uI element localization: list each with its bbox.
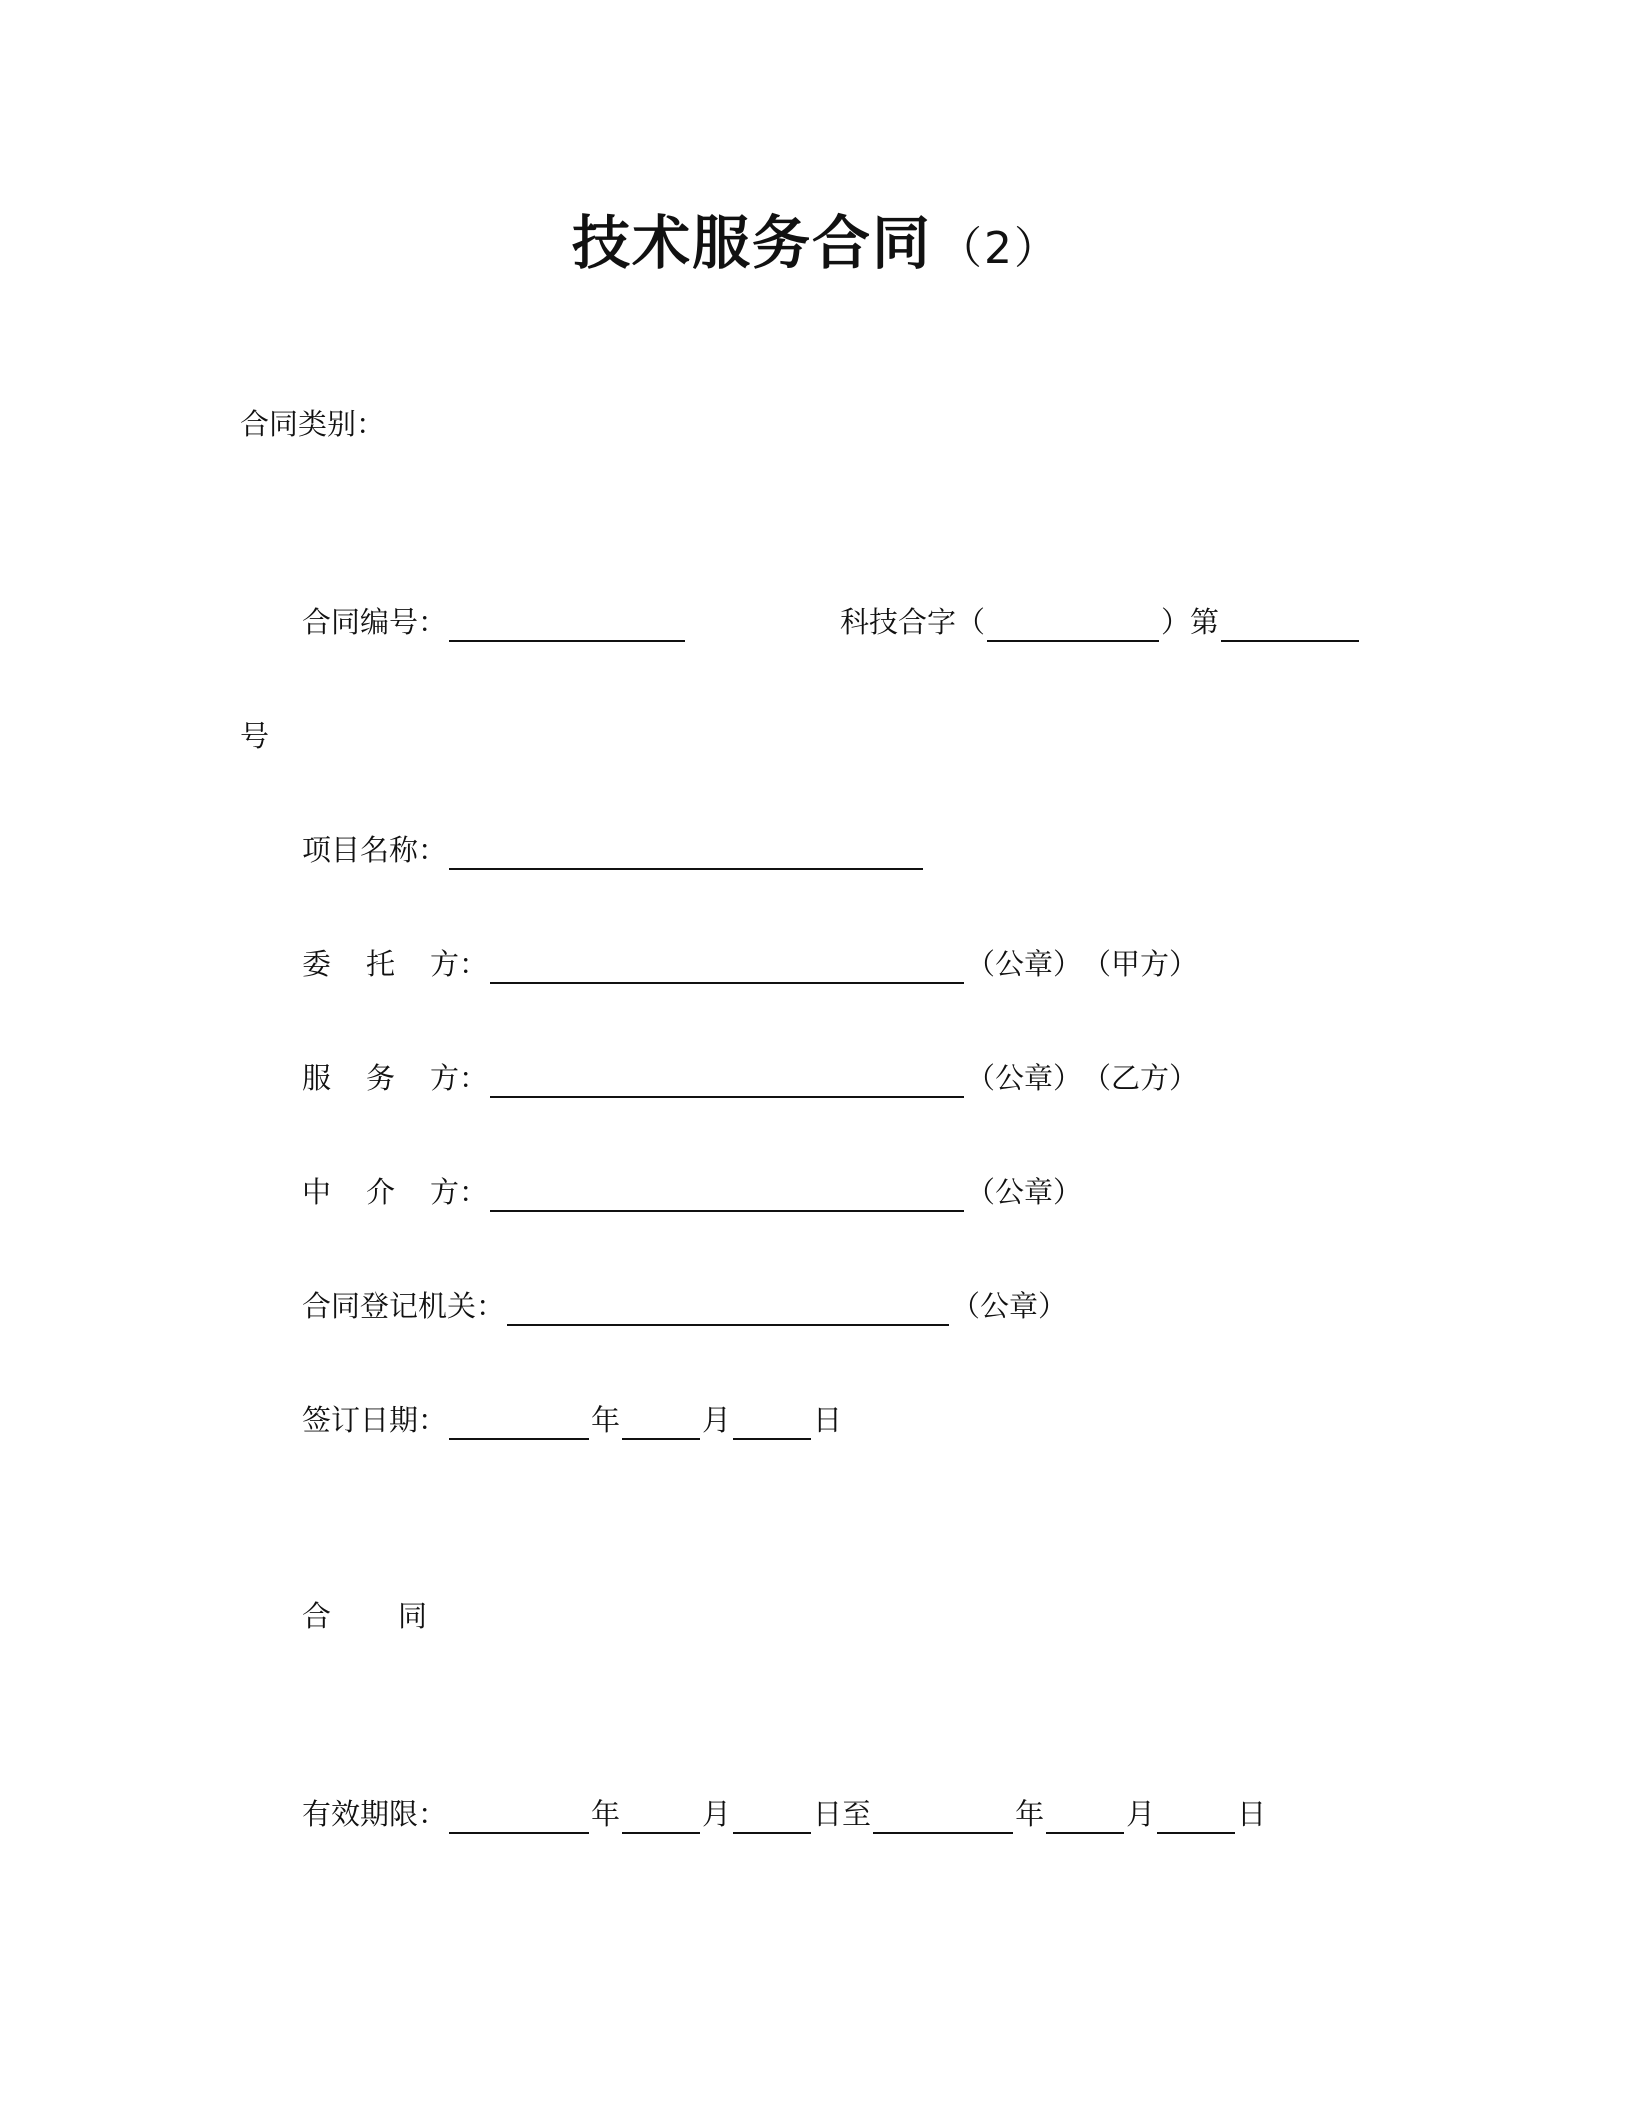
validity-to-text: 日至 <box>813 1797 872 1831</box>
contract-category-row <box>240 404 385 444</box>
validity-end-day-unit: 日 <box>1237 1797 1267 1831</box>
registration-seal: （公章） <box>951 1289 1068 1323</box>
intermediary-row <box>302 1172 1082 1212</box>
provider-label-c1: 服 <box>302 1061 332 1095</box>
validity-start-month-blank[interactable] <box>622 1796 700 1834</box>
project-name-row <box>302 830 925 870</box>
validity-start-day-blank[interactable] <box>733 1796 811 1834</box>
validity-end-month-unit: 月 <box>1126 1797 1156 1831</box>
intermediary-label-c1: 中 <box>302 1175 332 1209</box>
validity-end-month-blank[interactable] <box>1046 1796 1124 1834</box>
signing-month-unit: 月 <box>702 1403 732 1437</box>
validity-end-year-unit: 年 <box>1015 1797 1045 1831</box>
validity-label: 有效期限： <box>302 1797 448 1831</box>
client-row <box>302 944 1198 984</box>
provider-role: （乙方） <box>1082 1061 1199 1095</box>
registration-label: 合同登记机关： <box>302 1289 506 1323</box>
provider-label-c2: 务 <box>366 1061 396 1095</box>
validity-start-year-unit: 年 <box>591 1797 621 1831</box>
signing-date-label: 签订日期： <box>302 1403 448 1437</box>
client-label-c3: 方： <box>430 947 489 981</box>
contract-number-row <box>302 602 687 642</box>
tech-code-row <box>840 602 1361 642</box>
signing-month-blank[interactable] <box>622 1402 700 1440</box>
heading-he: 合 <box>302 1599 332 1633</box>
signing-day-unit: 日 <box>813 1403 843 1437</box>
validity-end-day-blank[interactable] <box>1157 1796 1235 1834</box>
contract-heading-row <box>302 1596 427 1636</box>
tech-code-year-blank[interactable] <box>987 604 1159 642</box>
client-seal: （公章） <box>966 947 1083 981</box>
validity-row <box>302 1794 1266 1834</box>
tech-code-mid: ）第 <box>1161 605 1220 639</box>
validity-start-month-unit: 月 <box>702 1797 732 1831</box>
contract-number-label: 合同编号： <box>302 605 448 639</box>
provider-blank[interactable] <box>490 1060 964 1098</box>
heading-tong: 同 <box>398 1599 428 1633</box>
hao-text: 号 <box>240 719 270 753</box>
project-name-blank[interactable] <box>449 832 923 870</box>
project-name-label: 项目名称： <box>302 833 448 867</box>
provider-seal: （公章） <box>966 1061 1083 1095</box>
tech-code-prefix: 科技合字（ <box>840 605 986 639</box>
title-suffix: （2） <box>938 223 1060 274</box>
signing-day-blank[interactable] <box>733 1402 811 1440</box>
provider-row <box>302 1058 1198 1098</box>
title-text: 技术服务合同 <box>571 209 932 277</box>
validity-start-year-blank[interactable] <box>449 1796 589 1834</box>
signing-year-blank[interactable] <box>449 1402 589 1440</box>
registration-row <box>302 1286 1067 1326</box>
client-label-c1: 委 <box>302 947 332 981</box>
hao-row <box>240 716 269 756</box>
client-label-c2: 托 <box>366 947 396 981</box>
provider-label-c3: 方： <box>430 1061 489 1095</box>
registration-blank[interactable] <box>507 1288 949 1326</box>
intermediary-seal: （公章） <box>966 1175 1083 1209</box>
client-role: （甲方） <box>1082 947 1199 981</box>
signing-date-row <box>302 1400 842 1440</box>
intermediary-label-c2: 介 <box>366 1175 396 1209</box>
page-title <box>0 196 1632 280</box>
client-blank[interactable] <box>490 946 964 984</box>
contract-category-label: 合同类别： <box>240 407 386 441</box>
intermediary-blank[interactable] <box>490 1174 964 1212</box>
validity-end-year-blank[interactable] <box>873 1796 1013 1834</box>
signing-year-unit: 年 <box>591 1403 621 1437</box>
contract-number-blank[interactable] <box>449 604 685 642</box>
tech-code-number-blank[interactable] <box>1221 604 1359 642</box>
intermediary-label-c3: 方： <box>430 1175 489 1209</box>
